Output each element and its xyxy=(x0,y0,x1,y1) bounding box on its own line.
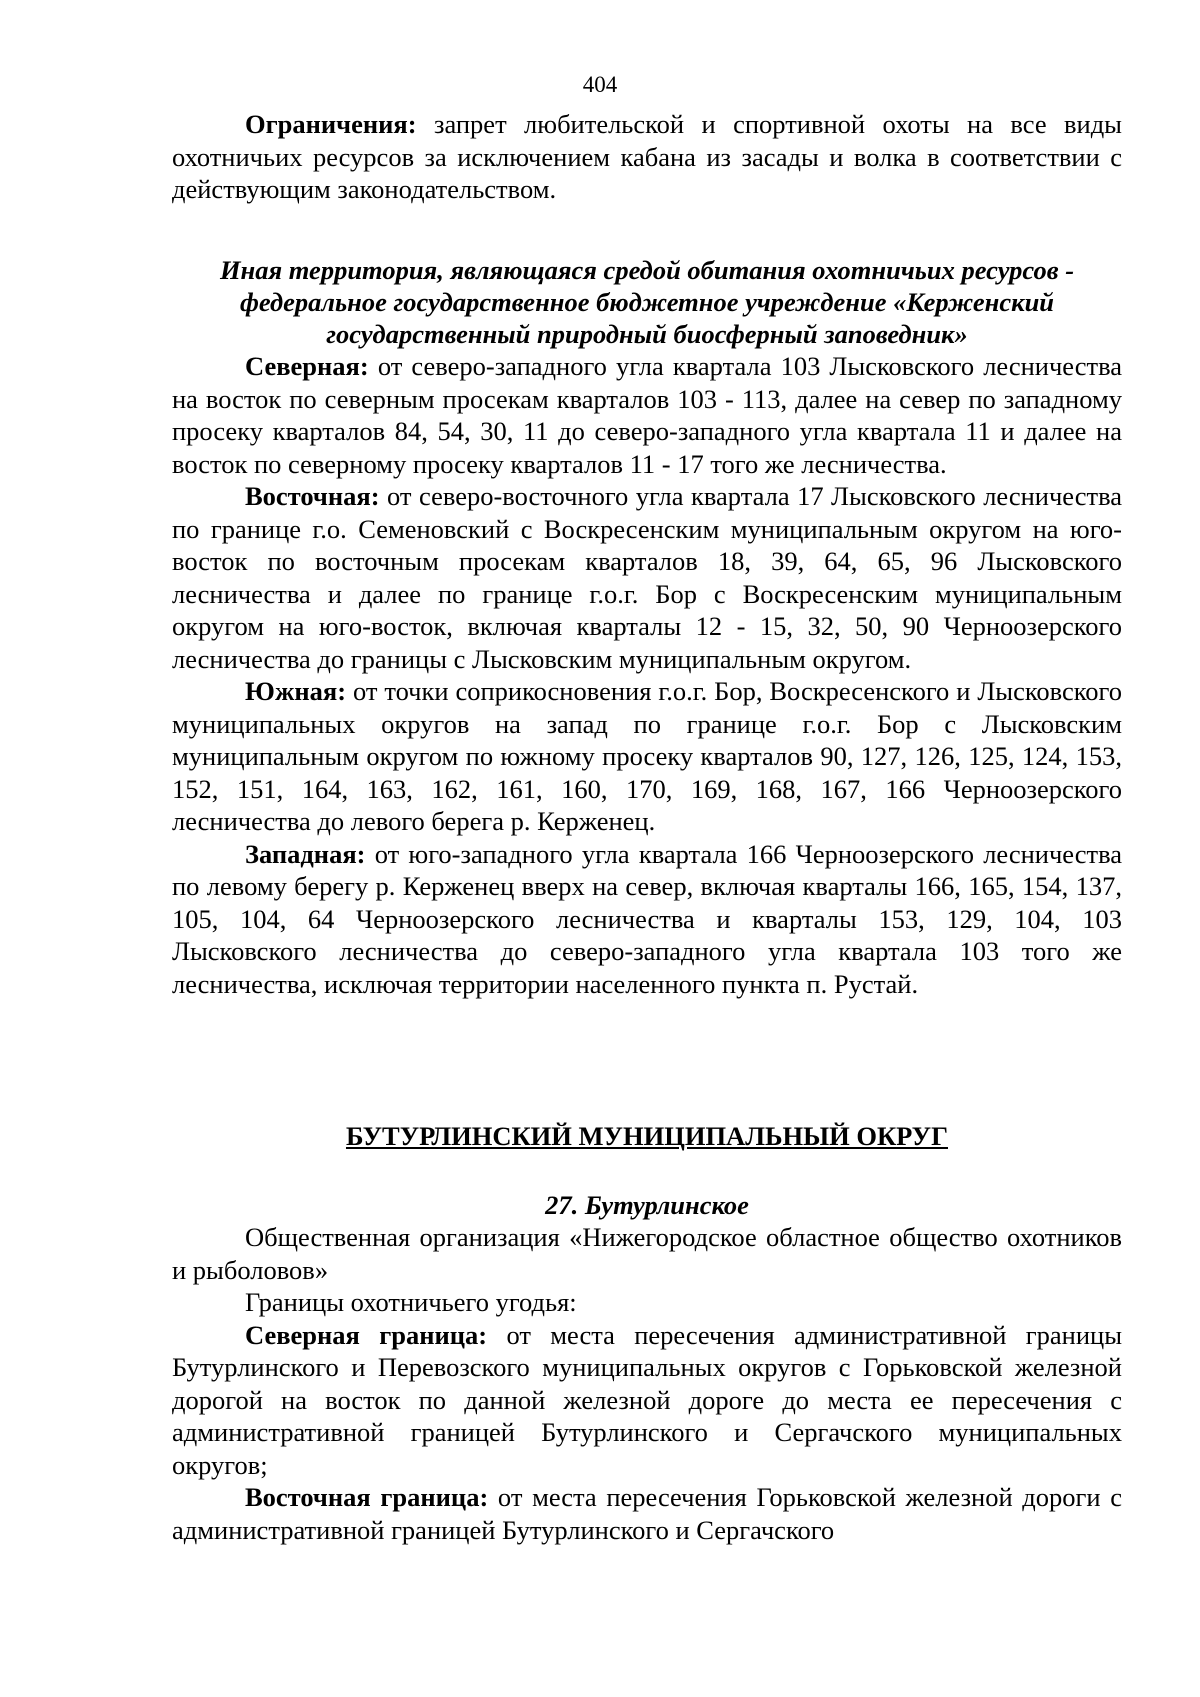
reserve-west-paragraph xyxy=(172,838,1122,1001)
district-east-label: Восточная граница: xyxy=(245,1482,489,1512)
reserve-title: Иная территория, являющаяся средой обитания охотничьих ресурсов - федеральное государственное бюджетное учреждение «Керженский государственный природный биосферный заповедник» xyxy=(219,255,1075,349)
reserve-west-label: Западная: xyxy=(245,838,366,869)
district-north-paragraph xyxy=(172,1319,1122,1482)
district-title: БУТУРЛИНСКИЙ МУНИЦИПАЛЬНЫЙ ОКРУГ xyxy=(345,1121,948,1151)
district-subtitle: 27. Бутурлинское xyxy=(545,1189,749,1220)
reserve-east-text: от северо-восточного угла квартала 17 Лысковского лесничества по границе г.о. Семеновский с Воскресенским муниципальным округом на юго-восток по восточным просекам кварталов 18, 39, 64, 65, 96 Лысковского лесничества и далее по границе г.о.г. Бор с Воскресенским муниципальным округом на юго-восток, включая кварталы 12 - 15, 32, 50, 90 Черноозерского лесничества до границы с Лысковским муниципальным округом. xyxy=(172,481,1122,674)
reserve-west-text: от юго-западного угла квартала 166 Черноозерского лесничества по левому берегу р. Керженец вверх на север, включая кварталы 166, 165, 154, 137, 105, 104, 64 Черноозерского лесничества и кварталы 153, 129, 104, 103 Лысковского лесничества до северо-западного угла квартала 103 того же лесничества, исключая территории населенного пункта п. Рустай. xyxy=(172,838,1122,999)
reserve-south-paragraph xyxy=(172,675,1122,838)
reserve-east-label: Восточная: xyxy=(245,481,380,511)
restrictions-paragraph xyxy=(172,108,1122,206)
district-north-label: Северная граница: xyxy=(245,1319,488,1350)
district-section xyxy=(172,1120,1122,1546)
restrictions-text: запрет любительской и спортивной охоты на все виды охотничьих ресурсов за исключением кабана из засады и волка в соответствии с действующим законодательством. xyxy=(172,109,1122,204)
reserve-north-label: Северная: xyxy=(245,351,369,381)
page-number: 404 xyxy=(582,72,618,97)
reserve-south-text: от точки соприкосновения г.о.г. Бор, Воскресенского и Лысковского муниципальных округов на запад по границе г.о.г. Бор с Лысковским муниципальным округом по южному просеку кварталов 90, 127, 126, 125, 124, 153, 152, 151, 164, 163, 162, 161, 160, 170, 169, 168, 167, 166 Черноозерского лесничества до левого берега р. Керженец. xyxy=(172,676,1122,836)
district-east-text: от места пересечения Горьковской железной дороги с административной границей Бутурлинского и Сергачского xyxy=(172,1482,1123,1545)
reserve-section xyxy=(172,254,1122,1000)
district-boundaries-intro: Границы охотничьего угодья: xyxy=(245,1287,577,1317)
reserve-north-text: от северо-западного угла квартала 103 Лысковского лесничества на восток по северным просекам кварталов 103 - 113, далее на север по западному просеку кварталов 84, 54, 30, 11 до северо-западного угла квартала 11 и далее на восток по северному просеку кварталов 11 - 17 того же лесничества. xyxy=(172,351,1122,479)
restrictions-label: Ограничения: xyxy=(245,109,417,139)
reserve-south-label: Южная: xyxy=(245,676,347,706)
district-east-paragraph xyxy=(172,1481,1122,1546)
district-north-text: от места пересечения административной границы Бутурлинского и Перевозского муниципальных округов с Горьковской железной дорогой на восток по данной железной дороге до места ее пересечения с административной границей Бутурлинского и Сергачского муниципальных округов; xyxy=(172,1319,1122,1480)
reserve-east-paragraph xyxy=(172,480,1122,675)
reserve-north-paragraph xyxy=(172,350,1122,480)
district-org: Общественная организация «Нижегородское областное общество охотников и рыболовов» xyxy=(172,1222,1122,1285)
